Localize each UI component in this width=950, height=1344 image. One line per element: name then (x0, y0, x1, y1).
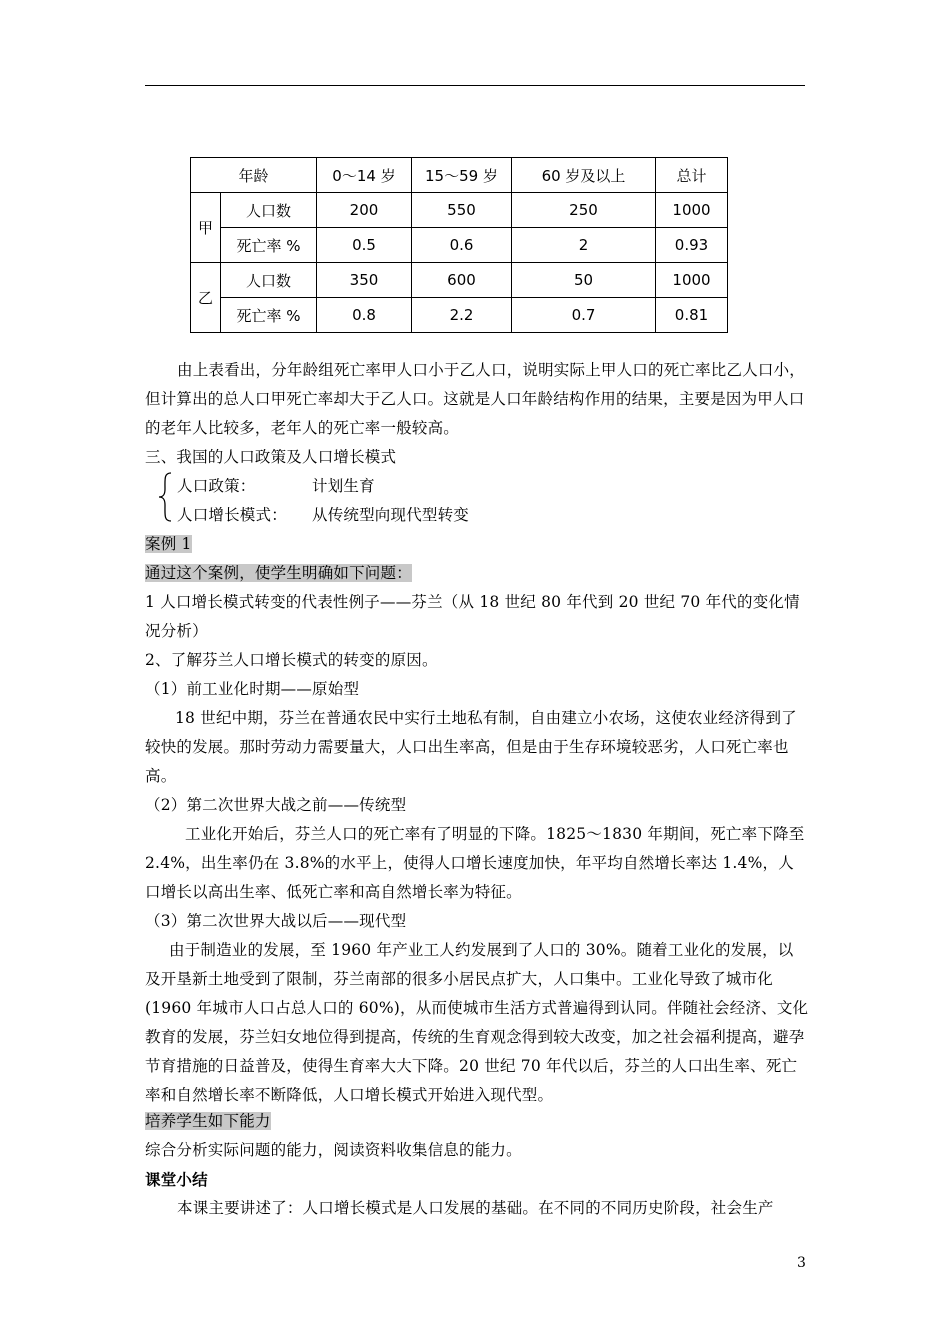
analysis-paragraph: 由上表看出，分年龄组死亡率甲人口小于乙人口，说明实际上甲人口的死亡率比乙人口小，但计算出的总人口甲死亡率却大于乙人口。这就是人口年龄结构作用的结果，主要是因为甲人口的老年人比较多，老年人的死亡率一般较高。 (145, 361, 806, 437)
table-cell: 0.93 (656, 228, 728, 263)
table-header-row (191, 158, 728, 193)
table-cell: 0.8 (317, 298, 412, 333)
row-label: 死亡率 % (221, 228, 317, 263)
table-cell: 0.81 (656, 298, 728, 333)
subtext-3: 由于制造业的发展，至 1960 年产业工人约发展到了人口的 30%。随着工业化的发展，以及开垦新土地受到了限制，芬兰南部的很多小居民点扩大，人口集中。工业化导致了城市化(1960 年城市人口占总人口的 60%)，从而使城市生活方式普遍得到认同。伴随社会经济、文化教育的发展，芬兰妇女地位得到提高，传统的生育观念得到较大改变，加之社会福利提高，避孕节育措施的日益普及，使得生育率大大下降。20 世纪 70 年代以后，芬兰的人口出生率、死亡率和自然增长率不断降低，人口增长模式开始进入现代型。 (145, 941, 809, 1104)
table-row (191, 298, 728, 333)
item-2: 2、了解芬兰人口增长模式的转变的原因。 (145, 651, 438, 669)
subheading-3: （3）第二次世界大战以后——现代型 (145, 912, 407, 930)
table-cell: 1000 (656, 193, 728, 228)
ability-title (145, 1107, 809, 1136)
table-cell: 1000 (656, 263, 728, 298)
table-cell: 200 (317, 193, 412, 228)
table-cell: 600 (412, 263, 512, 298)
table-cell: 2 (512, 228, 656, 263)
table-cell: 2.2 (412, 298, 512, 333)
goal-line-text: 通过这个案例，使学生明确如下问题： (145, 564, 412, 582)
summary-text: 本课主要讲述了：人口增长模式是人口发展的基础。在不同的不同历史阶段，社会生产 (177, 1199, 774, 1217)
goal-line (145, 559, 809, 588)
subtext-1: 18 世纪中期，芬兰在普通农民中实行土地私有制，自由建立小农场，这使农业经济得到了较快的发展。那时劳动力需要量大，人口出生率高，但是由于生存环境较恶劣，人口死亡率也高。 (145, 709, 797, 785)
table-cell: 50 (512, 263, 656, 298)
table-header-cell: 15～59 岁 (412, 158, 512, 193)
model-label: 人口增长模式： (177, 506, 287, 524)
table-row (191, 263, 728, 298)
table-cell: 550 (412, 193, 512, 228)
model-value: 从传统型向现代型转变 (312, 506, 470, 524)
group-label-yi: 乙 (191, 263, 221, 333)
table-header-cell: 总计 (656, 158, 728, 193)
subheading-2: （2）第二次世界大战之前——传统型 (145, 796, 407, 814)
table-row (191, 193, 728, 228)
case-label-text: 案例 1 (145, 535, 192, 553)
population-table (190, 157, 728, 333)
subheading-1: （1）前工业化时期——原始型 (145, 680, 360, 698)
table-header-cell: 0～14 岁 (317, 158, 412, 193)
section-heading-3: 三、我国的人口政策及人口增长模式 (145, 448, 397, 466)
table-row (191, 228, 728, 263)
table-header-cell: 60 岁及以上 (512, 158, 656, 193)
row-label: 死亡率 % (221, 298, 317, 333)
summary-title: 课堂小结 (145, 1170, 208, 1189)
table-cell: 0.7 (512, 298, 656, 333)
row-label: 人口数 (221, 193, 317, 228)
table-header-age: 年龄 (191, 158, 317, 193)
row-label: 人口数 (221, 263, 317, 298)
group-label-jia: 甲 (191, 193, 221, 263)
table-cell: 0.6 (412, 228, 512, 263)
case-label (145, 530, 809, 559)
header-rule (145, 85, 805, 86)
subtext-2: 工业化开始后，芬兰人口的死亡率有了明显的下降。1825～1830 年期间，死亡率下降至 2.4%，出生率仍在 3.8%的水平上，使得人口增长速度加快，年平均自然增长率达 1.4%，人口增长以高出生率、低死亡率和高自然增长率为特征。 (145, 825, 805, 901)
curly-brace-icon (158, 471, 172, 523)
table-cell: 350 (317, 263, 412, 298)
policy-value: 计划生育 (312, 477, 375, 495)
ability-text: 综合分析实际问题的能力，阅读资料收集信息的能力。 (145, 1141, 522, 1159)
table-cell: 250 (512, 193, 656, 228)
item-1: 1 人口增长模式转变的代表性例子——芬兰（从 18 世纪 80 年代到 20 世纪 70 年代的变化情况分析） (145, 593, 800, 640)
ability-title-text: 培养学生如下能力 (145, 1112, 271, 1130)
policy-label: 人口政策： (177, 477, 256, 495)
page-number: 3 (797, 1255, 806, 1271)
table-cell: 0.5 (317, 228, 412, 263)
